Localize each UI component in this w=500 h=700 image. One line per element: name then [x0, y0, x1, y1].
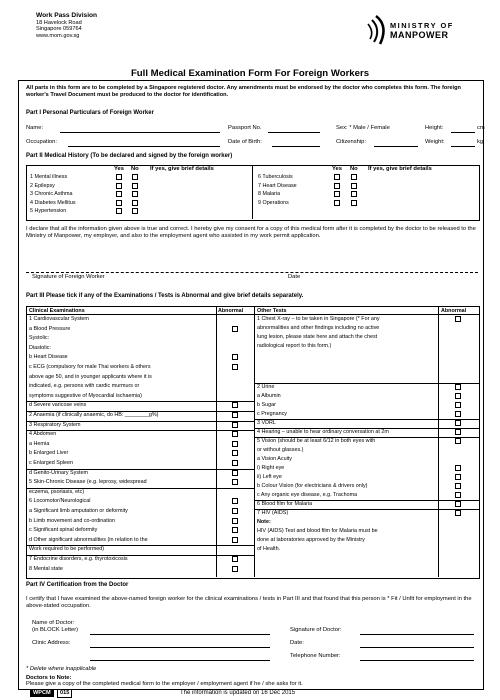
medical-history-box	[26, 165, 480, 221]
history-divider	[252, 165, 253, 219]
other-abnormal-checkbox[interactable]	[455, 384, 461, 390]
doctor-date-label: Date:	[290, 640, 304, 646]
history-no-checkbox[interactable]	[132, 174, 138, 180]
history-no-checkbox[interactable]	[132, 200, 138, 206]
address-line-1: 18 Havelock Road	[36, 20, 82, 26]
clinical-abnormal-checkbox[interactable]	[232, 326, 238, 332]
declaration-text: I declare that all the information given above is true and correct. I hereby give my consent for a copy of this medical form after it is completed by the doctor to be released to the Ministry of Manpower, my employer, and also to the employment agent who assisted in my work permit application.	[26, 226, 476, 240]
history-yes-checkbox[interactable]	[116, 191, 122, 197]
history-yes-checkbox[interactable]	[116, 183, 122, 189]
other-abnormal-checkbox[interactable]	[455, 501, 461, 507]
table-header-rule	[26, 314, 479, 315]
other-test-row: 6 Blood film for Malaria	[257, 501, 313, 507]
other-abnormal-checkbox[interactable]	[455, 465, 461, 471]
form-code: WPCM	[30, 689, 54, 697]
clinical-row-rule	[26, 545, 254, 546]
clinical-row-rule	[26, 488, 254, 489]
yes-header-left: Yes	[114, 166, 124, 172]
other-row-rule	[254, 509, 479, 510]
clinical-abnormal-checkbox[interactable]	[232, 508, 238, 514]
other-abnormal-checkbox[interactable]	[455, 411, 461, 417]
other-test-row: i) Right eye	[257, 465, 285, 471]
history-item-label: 7 Heart Disease	[258, 182, 297, 189]
no-header-right: No	[350, 166, 358, 172]
logo-line-2: MANPOWER	[390, 30, 449, 40]
division-name: Work Pass Division	[36, 12, 98, 19]
clinic-address-field-1[interactable]	[90, 647, 270, 648]
clinical-exam-row: 7 Endocrine disorders, e.g. thyrotoxicosis	[29, 556, 128, 562]
clinical-abnormal-checkbox[interactable]	[232, 412, 238, 418]
mom-logo-icon	[362, 14, 392, 48]
clinical-exam-row: b Heart Disease	[29, 354, 68, 361]
details-header-right: If yes, give brief details	[368, 166, 432, 172]
signature-line[interactable]	[26, 272, 478, 273]
col-clinical-header: Clinical Examinations	[29, 308, 85, 314]
clinic-address-field-2[interactable]	[90, 660, 270, 661]
history-no-checkbox[interactable]	[351, 200, 357, 206]
address-line-2: Singapore 059764	[36, 26, 82, 33]
clinical-exam-row: d Genito-Urinary System	[29, 469, 89, 476]
doctor-signature-field[interactable]	[360, 634, 474, 635]
clinical-exam-row: 8 Mental state	[29, 565, 63, 572]
delete-note: * Delete where inapplicable	[26, 666, 97, 672]
other-row-rule	[254, 500, 479, 501]
details-header-left: If yes, give brief details	[150, 166, 214, 172]
weight-field[interactable]	[451, 146, 475, 147]
history-yes-checkbox[interactable]	[116, 208, 122, 214]
other-test-row: abnormalities and other findings including no active	[257, 325, 380, 331]
name-label: Name:	[26, 125, 44, 131]
col-other-header: Other Tests	[257, 308, 287, 314]
other-row-rule	[254, 383, 479, 384]
other-test-row: 2 Urine	[257, 384, 275, 390]
clinical-abnormal-checkbox[interactable]	[232, 450, 238, 456]
history-no-checkbox[interactable]	[132, 183, 138, 189]
clinical-abnormal-checkbox[interactable]	[232, 354, 238, 360]
other-test-row: 5 Vision (should be at least 6/12 in both eyes with	[257, 438, 376, 444]
clinical-exam-row: c Enlarged Spleen	[29, 460, 74, 466]
table-col-divider-1	[216, 306, 217, 577]
history-no-checkbox[interactable]	[132, 191, 138, 197]
citizenship-field[interactable]	[374, 146, 418, 147]
clinical-exam-row: symptoms suggestive of Myocardial ischaemia)	[29, 392, 142, 399]
clinical-exam-row: b Enlarged Liver	[29, 450, 69, 457]
history-item-label: 9 Operations	[258, 199, 289, 206]
other-abnormal-checkbox[interactable]	[455, 510, 461, 516]
clinical-abnormal-checkbox[interactable]	[232, 527, 238, 533]
clinical-abnormal-checkbox[interactable]	[232, 402, 238, 408]
clinical-exam-row: 6 Locomotor/Neurological	[29, 498, 91, 505]
clinical-abnormal-checkbox[interactable]	[232, 470, 238, 476]
history-item-label: 5 Hypertension	[30, 208, 67, 215]
other-row-rule	[254, 437, 479, 438]
doctor-signature-label: Signature of Doctor:	[290, 627, 342, 633]
other-test-row: lung lesion, please state here and attach the chest	[257, 334, 378, 340]
other-test-row: a Vision Acuity	[257, 456, 292, 462]
doctor-note-title: Doctors to Note:	[26, 675, 72, 681]
history-no-checkbox[interactable]	[132, 208, 138, 214]
clinical-abnormal-checkbox[interactable]	[232, 498, 238, 504]
history-yes-checkbox[interactable]	[334, 174, 340, 180]
table-col-divider-2	[254, 306, 255, 577]
other-test-row: 1 Chest X-ray – to be taken in Singapore (* For any	[257, 316, 380, 322]
clinical-abnormal-checkbox[interactable]	[232, 431, 238, 437]
other-abnormal-checkbox[interactable]	[455, 393, 461, 399]
height-field[interactable]	[451, 132, 475, 133]
clinical-abnormal-checkbox[interactable]	[232, 518, 238, 524]
history-yes-checkbox[interactable]	[334, 200, 340, 206]
clinical-exam-row: 2 Anaemia (if clinically anaemic, do HB: ________g%)	[29, 412, 159, 418]
clinical-exam-row: Work required to be performed)	[29, 546, 105, 553]
history-item-label: 2 Epilepsy	[30, 182, 55, 189]
other-test-row: radiological report to this form.)	[257, 343, 332, 349]
other-test-row: HIV (AIDS) Test and blood film for Malaria must be	[257, 528, 378, 534]
other-test-row: ii) Left eye	[257, 474, 282, 480]
yes-header-right: Yes	[332, 166, 342, 172]
worker-date-label: Date	[288, 274, 301, 280]
other-test-row: of Health.	[257, 546, 281, 552]
worker-signature-label: Signature of Foreign Worker	[32, 274, 105, 280]
col-abnormal-header-1: Abnormal	[218, 308, 244, 314]
name-field[interactable]	[60, 132, 220, 133]
history-no-checkbox[interactable]	[351, 183, 357, 189]
clinical-exam-row: d Other significant abnormalities (in relation to the	[29, 536, 148, 543]
other-abnormal-checkbox[interactable]	[455, 474, 461, 480]
intro-text: All parts in this form are to be completed by a Singapore registered doctor. Any amendments must be endorsed by the doctor who completes this form. The foreign worker's Travel Document must be produced to the doctor for identification.	[26, 85, 461, 98]
clinical-abnormal-checkbox[interactable]	[232, 422, 238, 428]
clinical-exam-row: c ECG (compulsory for male Thai workers & others	[29, 364, 151, 370]
history-yes-checkbox[interactable]	[334, 191, 340, 197]
other-abnormal-checkbox[interactable]	[455, 420, 461, 426]
clinical-exam-row: d Severe varicose veins	[29, 402, 87, 409]
clinical-row-rule	[26, 469, 254, 470]
height-unit: cm	[477, 125, 485, 131]
history-yes-checkbox[interactable]	[116, 174, 122, 180]
website: www.mom.gov.sg	[36, 32, 80, 39]
clinical-row-rule	[26, 401, 254, 402]
other-test-row: Note:	[257, 519, 271, 525]
issuer-address	[36, 12, 196, 39]
history-no-checkbox[interactable]	[351, 174, 357, 180]
passport-field[interactable]	[268, 132, 320, 133]
history-no-checkbox[interactable]	[351, 191, 357, 197]
clinical-exam-row: a Significant limb amputation or deformity	[29, 508, 128, 514]
clinical-row-rule	[26, 555, 254, 556]
other-abnormal-checkbox[interactable]	[455, 316, 461, 322]
occupation-label: Occupation:	[26, 139, 57, 145]
clinical-exam-row: c Significant spinal deformity	[29, 527, 98, 534]
part1-heading: Part I Personal Particulars of Foreign Worker	[26, 110, 154, 116]
no-header-left: No	[131, 166, 139, 172]
occupation-field[interactable]	[68, 146, 220, 147]
clinical-abnormal-checkbox[interactable]	[232, 364, 238, 370]
history-item-label: 8 Malaria	[258, 191, 281, 198]
other-abnormal-checkbox[interactable]	[455, 438, 461, 444]
other-test-row: or without glasses.)	[257, 447, 304, 453]
part3-heading: Part III Please tick if any of the Examinations / Tests is Abnormal and give brief details separately.	[26, 293, 304, 299]
table-col-divider-3	[438, 306, 439, 577]
part4-heading: Part IV Certification from the Doctor	[26, 582, 129, 588]
clinical-exam-row: Diastolic:	[29, 344, 51, 351]
other-abnormal-checkbox[interactable]	[455, 429, 461, 435]
col-abnormal-header-2: Abnormal	[441, 308, 467, 314]
passport-label: Passport No.	[228, 125, 262, 131]
weight-label: Weight:	[425, 139, 445, 145]
clinical-exam-row: b Limb movement and co-ordination	[29, 517, 115, 524]
doctor-date-field[interactable]	[360, 647, 474, 648]
dob-field[interactable]	[272, 146, 320, 147]
clinical-exam-row: 5 Skin-Chronic Disease (e.g. leprosy, widespread	[29, 479, 147, 486]
telephone-label: Telephone Number:	[290, 653, 341, 659]
other-test-row: 4 Hearing – unable to hear ordinary conversation at 2m	[257, 429, 389, 435]
clinical-exam-row: 4 Abdomen	[29, 431, 57, 438]
clinical-exam-row: a Blood Pressure	[29, 325, 71, 332]
doctor-note: Please give a copy of the completed medical form to the employer / employment agent if he / she asks for it.	[26, 681, 303, 687]
part2-heading: Part II Medical History (To be declared and signed by the foreign worker)	[26, 153, 233, 159]
clinical-abnormal-checkbox[interactable]	[232, 556, 238, 562]
logo-line-1: MINISTRY OF	[390, 21, 454, 30]
other-row-rule	[254, 428, 479, 429]
clinical-abnormal-checkbox[interactable]	[232, 537, 238, 543]
weight-unit: kg	[477, 139, 484, 145]
page-title: Full Medical Examination Form For Foreign Workers	[130, 68, 370, 79]
citizenship-label: Citizenship:	[336, 139, 366, 145]
clinical-abnormal-checkbox[interactable]	[232, 479, 238, 485]
history-item-label: 3 Chronic Asthma	[30, 191, 73, 198]
doctor-name-field[interactable]	[90, 634, 270, 635]
history-yes-checkbox[interactable]	[334, 183, 340, 189]
other-abnormal-checkbox[interactable]	[455, 492, 461, 498]
update-note: The information is updated on 16 Dec 2015	[180, 690, 296, 696]
other-test-row: c Pregnancy	[257, 411, 287, 417]
other-test-row: b Sugar	[257, 402, 276, 408]
form-number: 015	[57, 689, 72, 698]
other-test-row: done at laboratories approved by the Ministry	[257, 537, 365, 543]
block-letter-label: (in BLOCK Letter)	[32, 627, 79, 633]
clinical-exam-row: above age 50, and in younger applicants where it is	[29, 373, 152, 380]
history-item-label: 4 Diabetes Mellitus	[30, 199, 76, 206]
clinical-abnormal-checkbox[interactable]	[232, 460, 238, 466]
clinical-exam-row: 1 Cardiovascular System	[29, 316, 89, 322]
other-test-row: a Albumin	[257, 393, 281, 399]
clinical-exam-row: Systolic:	[29, 335, 50, 342]
other-abnormal-checkbox[interactable]	[455, 402, 461, 408]
clinical-abnormal-checkbox[interactable]	[232, 566, 238, 572]
clinic-address-label: Clinic Address:	[32, 640, 71, 646]
clinical-exam-row: 3 Respiratory System	[29, 421, 81, 428]
other-abnormal-checkbox[interactable]	[455, 483, 461, 489]
clinical-abnormal-checkbox[interactable]	[232, 441, 238, 447]
clinical-row-rule	[26, 411, 254, 412]
doctor-name-label: Name of Doctor:	[32, 620, 75, 626]
clinical-row-rule	[26, 421, 254, 422]
other-test-row: b Colour Vision (for electricians & drivers only)	[257, 483, 368, 489]
history-item-label: 6 Tuberculosis	[258, 174, 293, 180]
clinical-row-rule	[26, 430, 254, 431]
clinical-exam-row: a Hernia	[29, 440, 50, 447]
other-test-row: 3 VDRL	[257, 420, 276, 426]
other-test-row: c Any organic eye disease, e.g. Trachoma	[257, 492, 358, 498]
height-label: Height:	[425, 125, 444, 131]
sex-label: Sex: * Male / Female	[336, 125, 390, 131]
clinical-exam-row: indicated, e.g. persons with cardic murmurs or	[29, 383, 140, 390]
history-yes-checkbox[interactable]	[116, 200, 122, 206]
history-item-label: 1 Mental illness	[30, 174, 68, 180]
dob-label: Date of Birth:	[228, 139, 262, 145]
clinical-exam-row: eczema, psoriasis, etc)	[29, 488, 85, 495]
other-test-row: 7 HIV (AIDS)	[257, 510, 289, 516]
other-row-rule	[254, 419, 479, 420]
certification-text: I certify that I have examined the above-named foreign worker for the clinical examinations / tests in Part III and that found that this person is * Fit / Unfit for employment in the above-stated occupation.	[26, 596, 472, 610]
telephone-field[interactable]	[360, 660, 474, 661]
